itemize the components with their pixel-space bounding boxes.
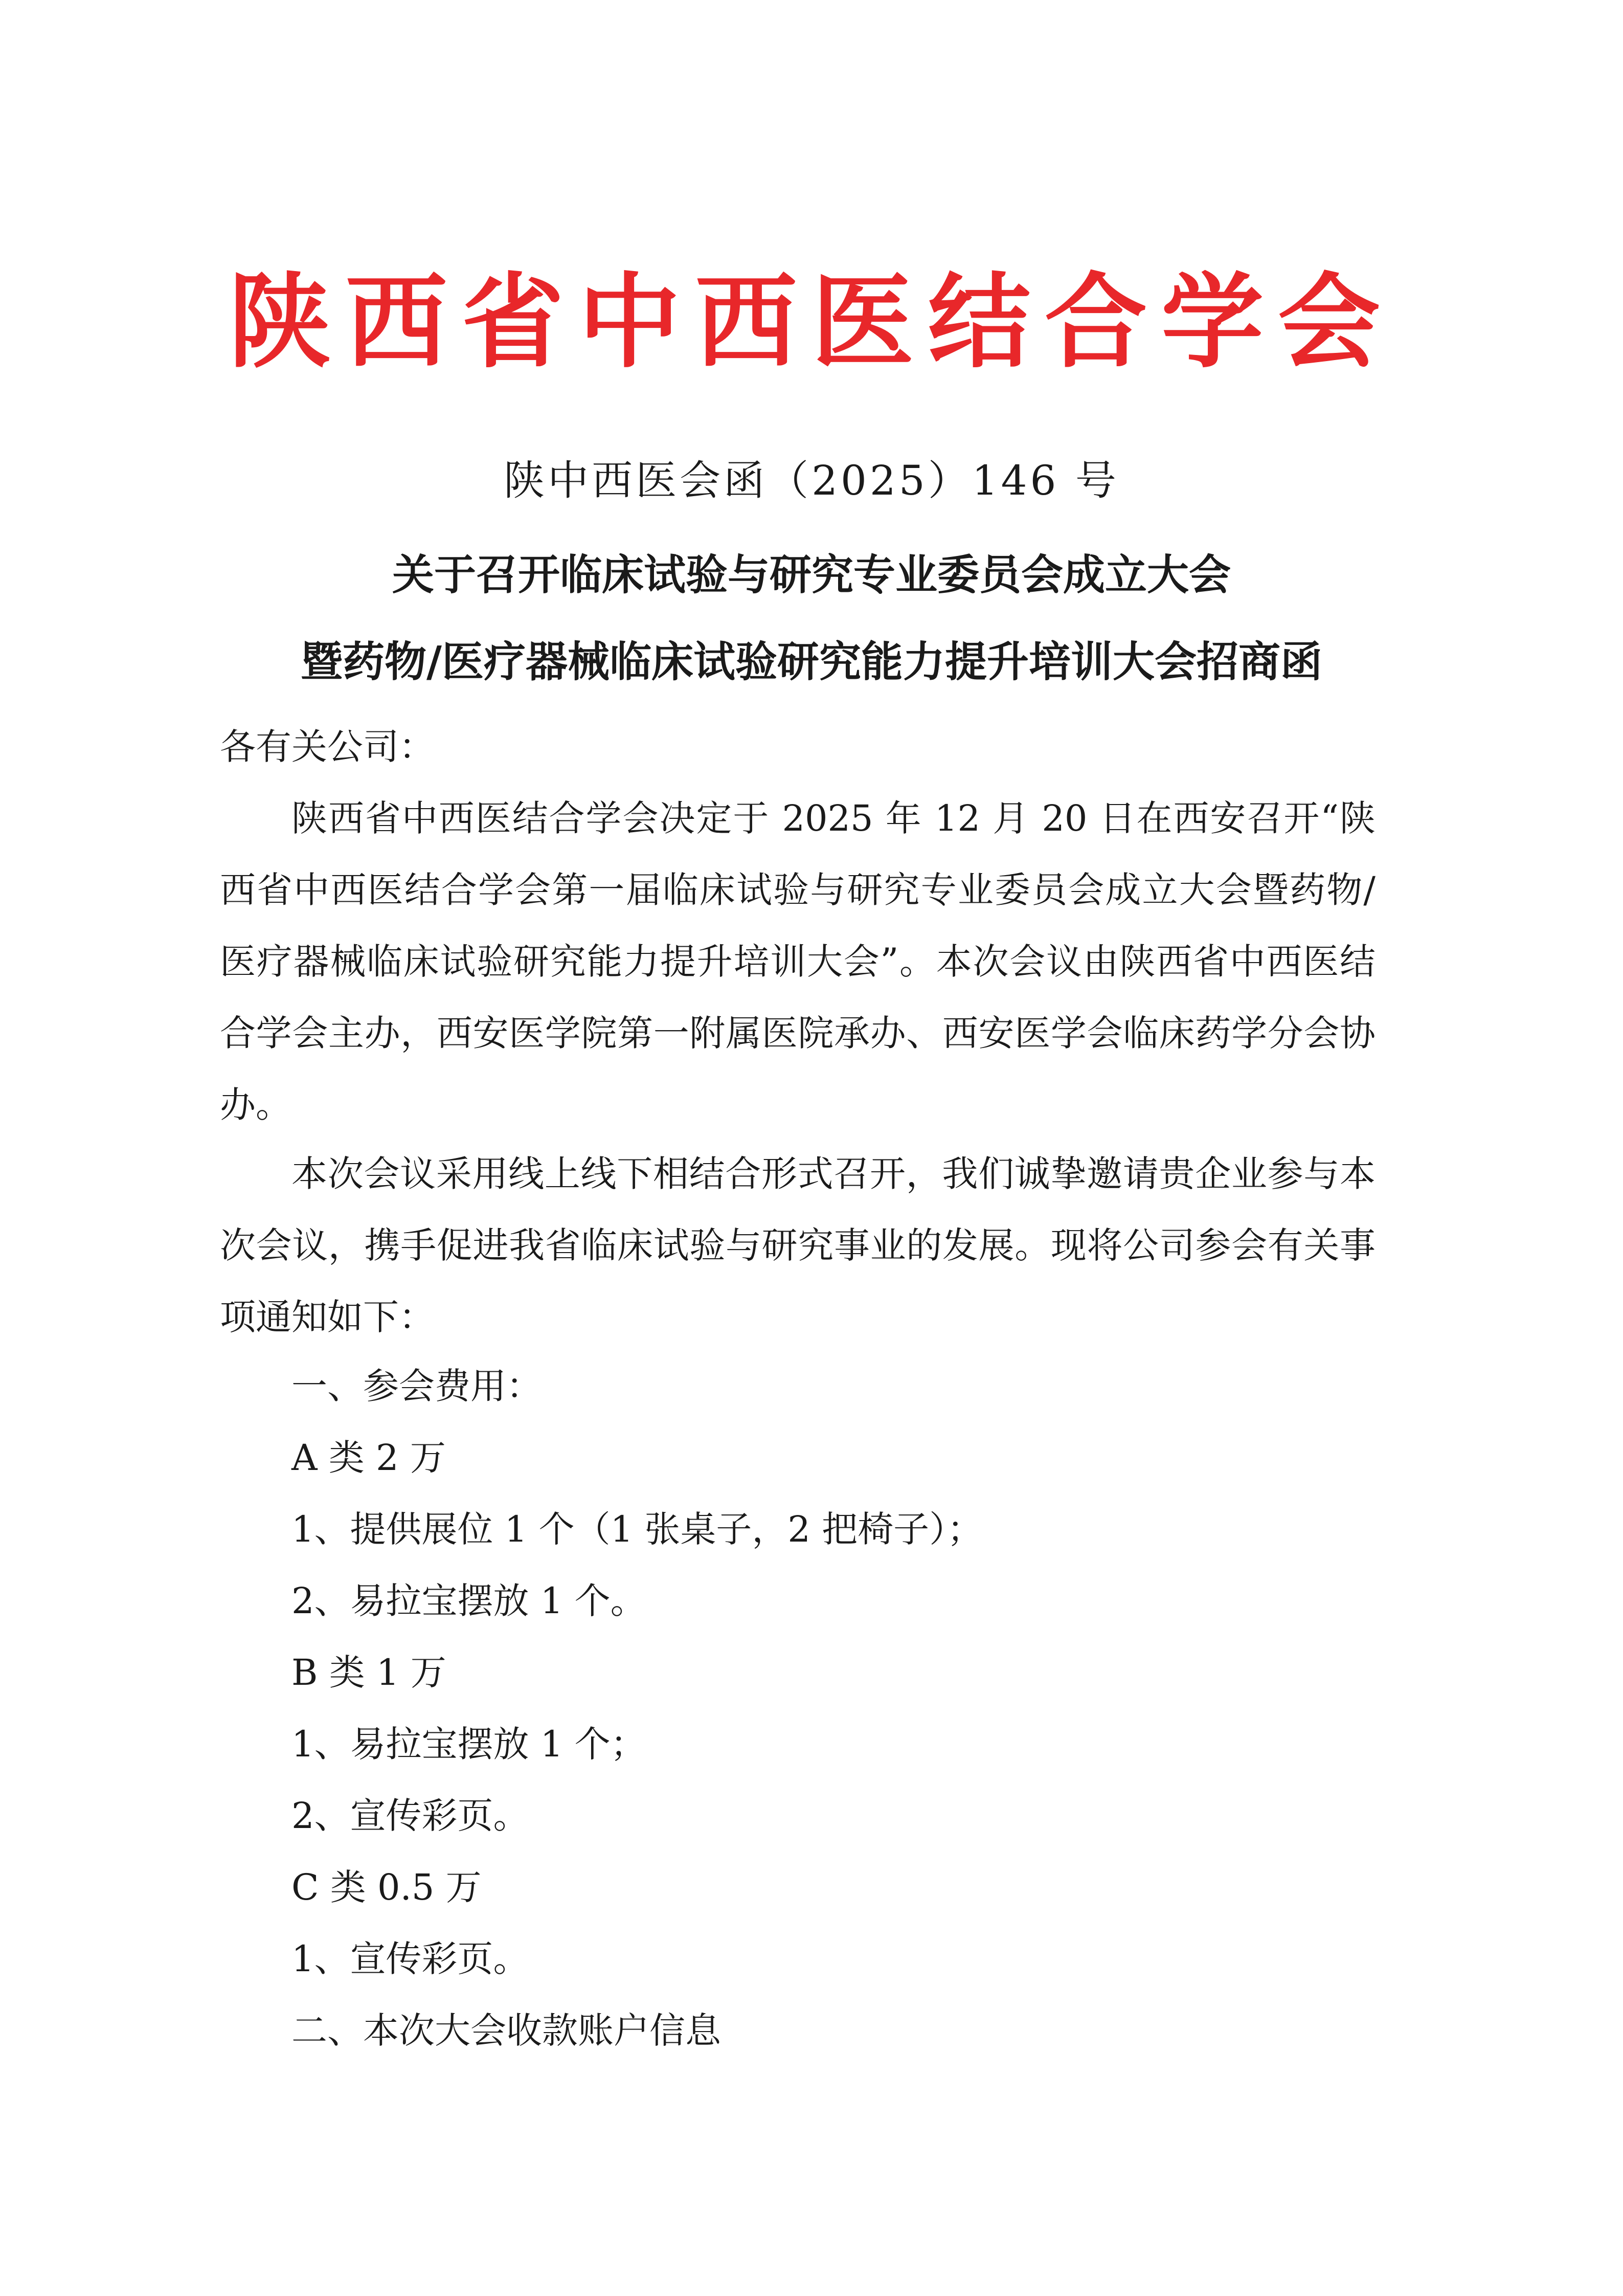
list-item: 二、本次大会收款账户信息 — [291, 2010, 721, 2052]
list-item: 2、宣传彩页。 — [291, 1795, 529, 1837]
list-item: C 类 0.5 万 — [291, 1866, 482, 1908]
list-item: A 类 2 万 — [291, 1437, 446, 1479]
list-item: 2、易拉宝摆放 1 个。 — [291, 1580, 646, 1622]
document-title-line-1: 关于召开临床试验与研究专业委员会成立大会 — [392, 551, 1231, 599]
document-number: 陕中西医会函（2025）146 号 — [504, 457, 1119, 504]
paragraph-text: 本次会议采用线上线下相结合形式召开，我们诚挚邀请贵企业参与本次会议，携手促进我省临床试验与研究事业的发展。现将公司参会有关事项通知如下： — [220, 1153, 1376, 1338]
paragraph-text: 陕西省中西医结合学会决定于 2025 年 12 月 20 日在西安召开“陕西省中西医结合学会第一届临床试验与研究专业委员会成立大会暨药物/医疗器械临床试验研究能力提升培训大会”。本次会议由陕西省中西医结合学会主办，西安医学院第一附属医院承办、西安医学会临床药学分会协办。 — [220, 797, 1376, 1126]
fee-list — [291, 1350, 983, 2066]
body-paragraph-2 — [220, 1138, 1376, 1353]
list-item: 一、参会费用： — [291, 1365, 542, 1407]
list-item: B 类 1 万 — [291, 1652, 446, 1693]
list-item: 1、提供展位 1 个（1 张桌子，2 把椅子）； — [291, 1508, 983, 1550]
list-item: 1、易拉宝摆放 1 个； — [291, 1723, 646, 1765]
list-item: 1、宣传彩页。 — [291, 1938, 529, 1980]
salutation: 各有关公司： — [220, 726, 435, 768]
body-paragraph-1 — [220, 783, 1376, 1141]
document-title-line-2: 暨药物/医疗器械临床试验研究能力提升培训大会招商函 — [301, 638, 1322, 686]
organization-header: 陕西省中西医结合学会 — [228, 262, 1394, 382]
